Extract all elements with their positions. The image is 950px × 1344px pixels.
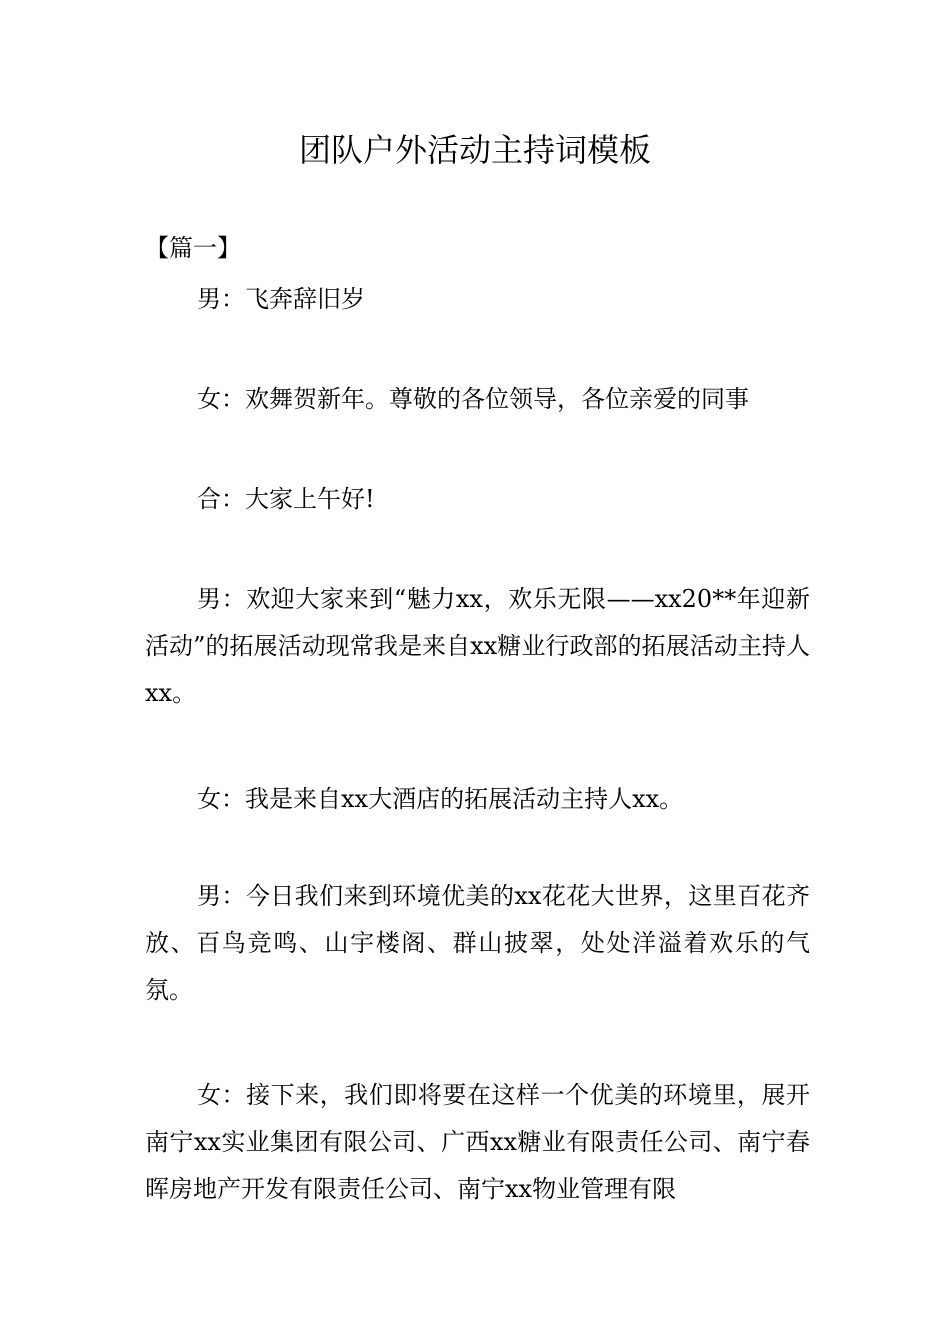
paragraph: 男：飞奔辞旧岁 xyxy=(197,285,365,313)
paragraph: 女：我是来自xx大酒店的拓展活动主持人xx。 xyxy=(197,785,684,813)
paragraph: 女：欢舞贺新年。尊敬的各位领导，各位亲爱的同事 xyxy=(197,385,749,413)
paragraph: 女：接下来，我们即将要在这样一个优美的环境里，展开南宁xx实业集团有限公司、广西xx糖业有限责任公司、南宁春晖房地产开发有限责任公司、南宁xx物业管理有限 xyxy=(145,1081,810,1203)
document-title: 团队户外活动主持词模板 xyxy=(298,131,651,169)
paragraph: 男：今日我们来到环境优美的xx花花大世界，这里百花齐放、百鸟竞鸣、山宇楼阁、群山披翠，处处洋溢着欢乐的气氛。 xyxy=(145,882,810,1004)
paragraph: 合：大家上午好! xyxy=(197,485,375,513)
section-heading: 【篇一】 xyxy=(145,234,241,262)
paragraph: 男：欢迎大家来到“魅力xx，欢乐无限——xx20**年迎新活动”的拓展活动现常我是来自xx糖业行政部的拓展活动主持人xx。 xyxy=(145,585,810,707)
